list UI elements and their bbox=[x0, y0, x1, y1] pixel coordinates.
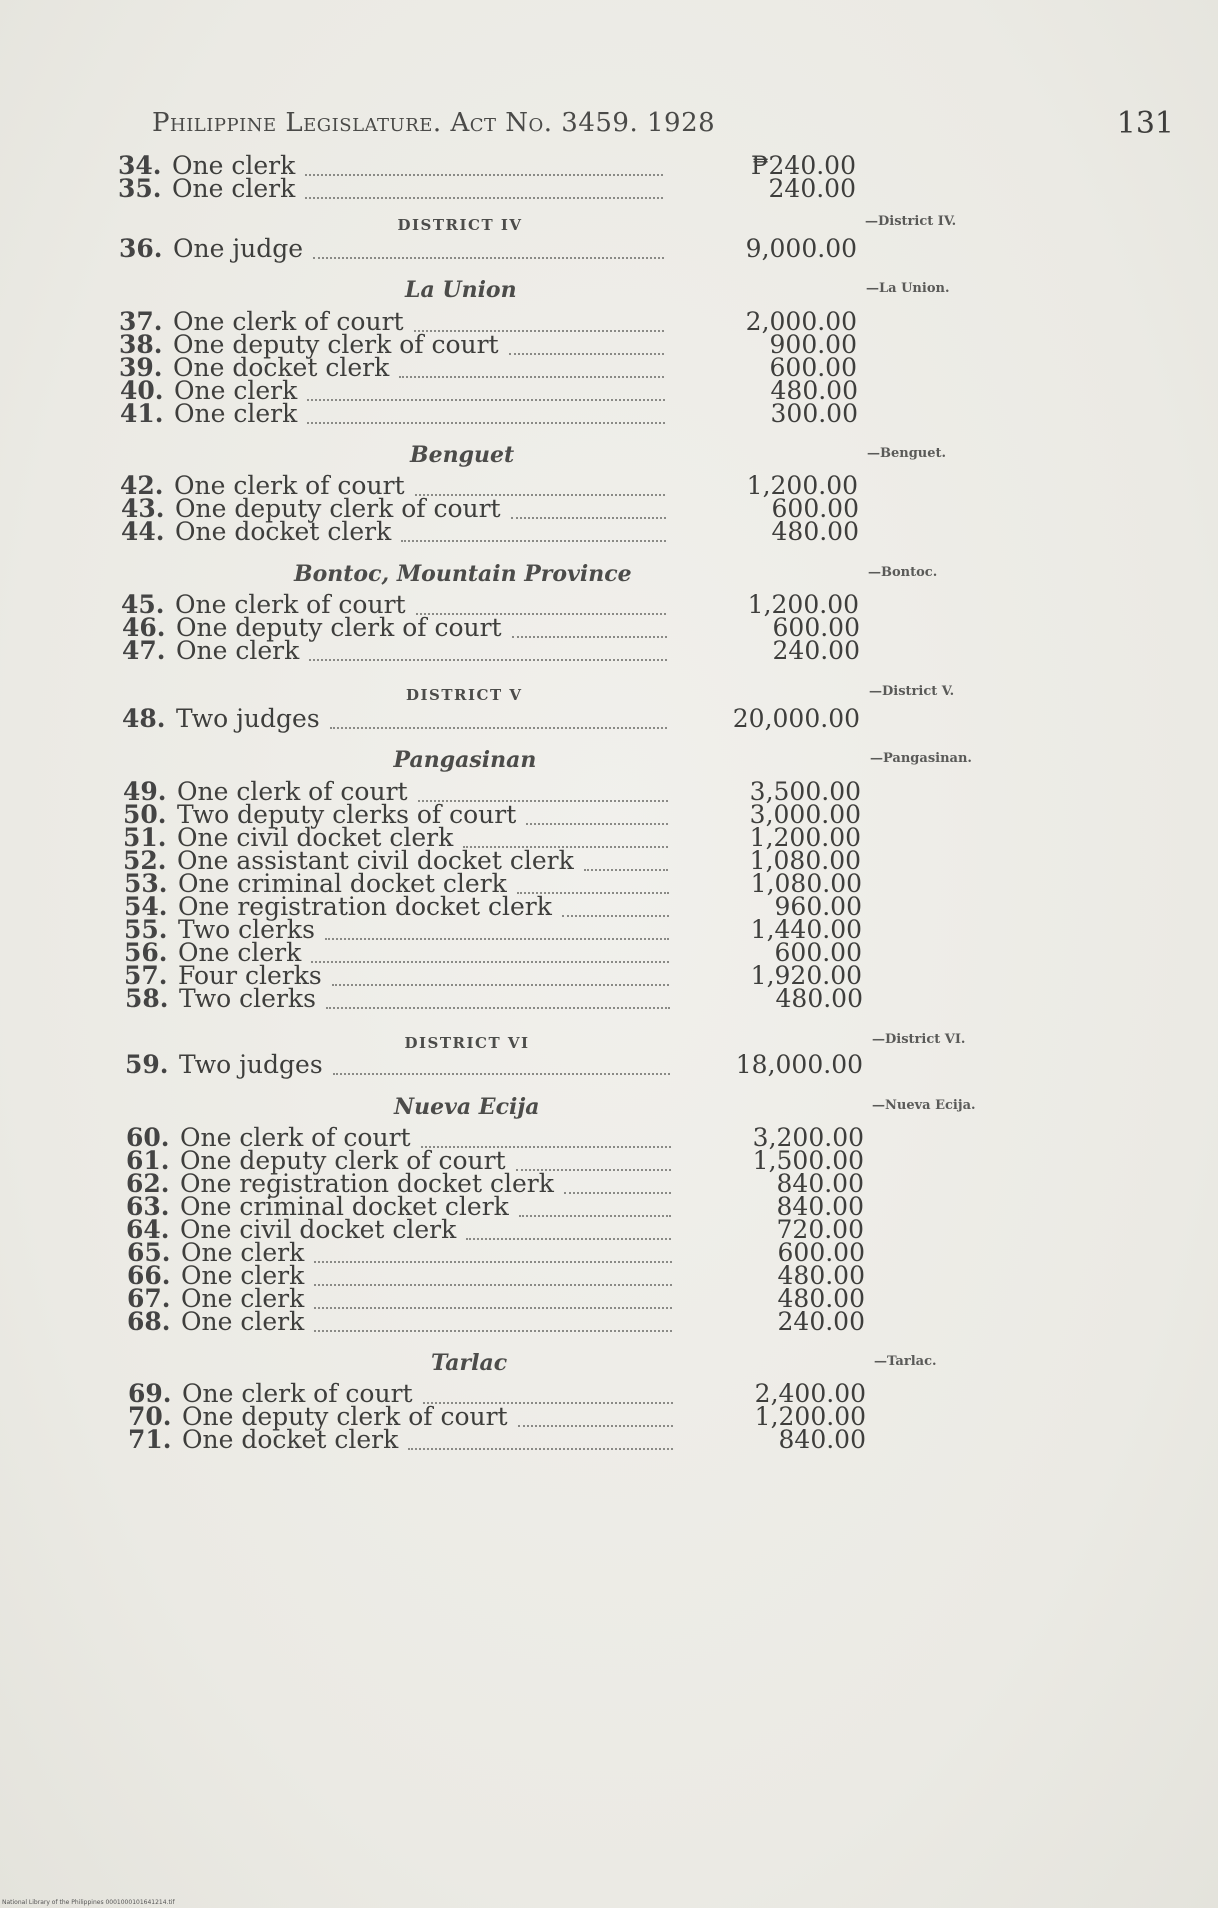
item-description: Two clerks bbox=[178, 915, 315, 944]
item-number: 39. bbox=[119, 353, 163, 382]
item-number: 64. bbox=[126, 1215, 170, 1244]
item-amount: 20,000.00 bbox=[732, 704, 860, 733]
item-description: One clerk bbox=[181, 1284, 305, 1313]
item-amount: 480.00 bbox=[777, 1261, 865, 1290]
item-amount: 1,440.00 bbox=[750, 915, 862, 944]
province-heading: Nueva Ecija bbox=[394, 1094, 540, 1120]
province-heading: Pangasinan bbox=[393, 747, 537, 773]
dot-leader bbox=[526, 821, 668, 825]
item-number: 50. bbox=[123, 800, 167, 829]
district-heading: DISTRICT VI bbox=[404, 1034, 530, 1052]
appropriation-item bbox=[125, 1051, 323, 1079]
margin-note: —La Union. bbox=[866, 281, 950, 296]
item-number: 66. bbox=[127, 1261, 171, 1290]
dot-leader bbox=[330, 725, 667, 729]
item-amount: 1,080.00 bbox=[749, 846, 861, 875]
dot-leader bbox=[307, 420, 665, 424]
dot-leader bbox=[401, 538, 666, 542]
item-number: 59. bbox=[125, 1050, 169, 1079]
item-number: 61. bbox=[126, 1146, 170, 1175]
province-heading: La Union bbox=[405, 277, 517, 303]
item-description: One clerk of court bbox=[174, 471, 405, 500]
item-description: One deputy clerk of court bbox=[175, 494, 501, 523]
item-description: Two clerks bbox=[179, 984, 316, 1013]
dot-leader bbox=[311, 959, 669, 963]
item-description: One criminal docket clerk bbox=[178, 869, 507, 898]
page-number: 131 bbox=[1116, 106, 1174, 141]
province-heading: Tarlac bbox=[431, 1350, 508, 1376]
item-description: One deputy clerk of court bbox=[176, 613, 502, 642]
dot-leader bbox=[562, 913, 669, 917]
dot-leader bbox=[519, 1213, 671, 1217]
appropriation-item bbox=[127, 1308, 304, 1336]
margin-note: —District V. bbox=[869, 684, 955, 699]
dot-leader bbox=[408, 1446, 673, 1450]
item-description: One registration docket clerk bbox=[178, 892, 552, 921]
item-description: One clerk bbox=[172, 151, 296, 180]
item-amount: 480.00 bbox=[775, 984, 863, 1013]
appropriation-item bbox=[120, 400, 297, 428]
item-amount: 2,000.00 bbox=[745, 307, 857, 336]
dot-leader bbox=[313, 255, 664, 259]
item-number: 69. bbox=[128, 1379, 172, 1408]
item-description: One deputy clerk of court bbox=[173, 330, 499, 359]
province-heading: Benguet bbox=[410, 442, 515, 468]
item-number: 46. bbox=[122, 613, 166, 642]
item-number: 49. bbox=[123, 777, 167, 806]
dot-leader bbox=[314, 1328, 672, 1332]
dot-leader bbox=[305, 172, 663, 176]
item-amount: 240.00 bbox=[772, 636, 860, 665]
item-description: Four clerks bbox=[178, 961, 322, 990]
item-description: One clerk bbox=[174, 399, 298, 428]
item-amount: 900.00 bbox=[769, 330, 857, 359]
dot-leader bbox=[305, 195, 663, 199]
item-description: One criminal docket clerk bbox=[180, 1192, 509, 1221]
item-amount: 480.00 bbox=[771, 517, 859, 546]
item-amount: 480.00 bbox=[770, 376, 858, 405]
item-description: One docket clerk bbox=[173, 353, 390, 382]
margin-note: —Tarlac. bbox=[874, 1354, 937, 1369]
margin-note: —Bontoc. bbox=[868, 565, 938, 580]
dot-leader bbox=[399, 374, 664, 378]
margin-note: —District VI. bbox=[872, 1032, 966, 1047]
item-number: 54. bbox=[124, 892, 168, 921]
dot-leader bbox=[314, 1282, 672, 1286]
item-number: 43. bbox=[121, 494, 165, 523]
item-description: One clerk bbox=[178, 938, 302, 967]
item-number: 63. bbox=[126, 1192, 170, 1221]
item-description: One docket clerk bbox=[175, 517, 392, 546]
item-amount: 1,920.00 bbox=[750, 961, 862, 990]
appropriation-item bbox=[119, 235, 303, 263]
item-amount: 240.00 bbox=[777, 1307, 865, 1336]
item-amount: 1,200.00 bbox=[754, 1402, 866, 1431]
item-amount: 840.00 bbox=[778, 1425, 866, 1454]
item-amount: 3,500.00 bbox=[749, 777, 861, 806]
item-number: 38. bbox=[119, 330, 163, 359]
item-description: One civil docket clerk bbox=[180, 1215, 457, 1244]
item-description: One deputy clerk of court bbox=[180, 1146, 506, 1175]
item-number: 60. bbox=[126, 1123, 170, 1152]
item-amount: 1,080.00 bbox=[750, 869, 862, 898]
dot-leader bbox=[511, 515, 666, 519]
item-amount: ₱240.00 bbox=[750, 151, 856, 180]
item-amount: 600.00 bbox=[777, 1238, 865, 1267]
dot-leader bbox=[332, 982, 669, 986]
item-amount: 840.00 bbox=[776, 1192, 864, 1221]
item-amount: 240.00 bbox=[768, 174, 856, 203]
item-number: 67. bbox=[127, 1284, 171, 1313]
margin-note: —District IV. bbox=[865, 214, 957, 229]
item-number: 36. bbox=[119, 234, 163, 263]
appropriation-item bbox=[118, 175, 295, 203]
item-number: 40. bbox=[120, 376, 164, 405]
dot-leader bbox=[512, 634, 667, 638]
item-number: 53. bbox=[124, 869, 168, 898]
item-description: One clerk bbox=[181, 1261, 305, 1290]
item-number: 62. bbox=[126, 1169, 170, 1198]
district-heading: DISTRICT V bbox=[406, 686, 523, 704]
item-number: 70. bbox=[128, 1402, 172, 1431]
appropriation-item bbox=[122, 637, 299, 665]
item-description: One assistant civil docket clerk bbox=[177, 846, 574, 875]
item-number: 52. bbox=[123, 846, 167, 875]
item-amount: 3,200.00 bbox=[752, 1123, 864, 1152]
item-amount: 1,200.00 bbox=[749, 823, 861, 852]
dot-leader bbox=[307, 397, 665, 401]
item-number: 71. bbox=[128, 1425, 172, 1454]
item-amount: 600.00 bbox=[769, 353, 857, 382]
item-description: One clerk of court bbox=[182, 1379, 413, 1408]
item-amount: 3,000.00 bbox=[749, 800, 861, 829]
item-amount: 600.00 bbox=[771, 494, 859, 523]
dot-leader bbox=[509, 351, 664, 355]
dot-leader bbox=[326, 1005, 670, 1009]
item-number: 44. bbox=[121, 517, 165, 546]
item-description: One judge bbox=[173, 234, 303, 263]
item-number: 55. bbox=[124, 915, 168, 944]
item-number: 45. bbox=[121, 590, 165, 619]
item-number: 51. bbox=[123, 823, 167, 852]
item-amount: 1,200.00 bbox=[746, 471, 858, 500]
item-amount: 1,200.00 bbox=[747, 590, 859, 619]
item-description: One clerk of court bbox=[173, 307, 404, 336]
item-amount: 600.00 bbox=[772, 613, 860, 642]
item-description: One clerk bbox=[172, 174, 296, 203]
district-heading: DISTRICT IV bbox=[397, 216, 523, 234]
item-description: One clerk of court bbox=[175, 590, 406, 619]
item-amount: 9,000.00 bbox=[745, 234, 857, 263]
item-description: One docket clerk bbox=[182, 1425, 399, 1454]
item-description: One clerk bbox=[176, 636, 300, 665]
province-heading: Bontoc, Mountain Province bbox=[294, 561, 632, 587]
item-number: 37. bbox=[119, 307, 163, 336]
dot-leader bbox=[314, 1305, 672, 1309]
item-number: 57. bbox=[124, 961, 168, 990]
dot-leader bbox=[314, 1259, 672, 1263]
item-number: 41. bbox=[120, 399, 164, 428]
item-number: 48. bbox=[122, 704, 166, 733]
item-amount: 480.00 bbox=[777, 1284, 865, 1313]
item-amount: 18,000.00 bbox=[735, 1050, 863, 1079]
item-description: One clerk of court bbox=[180, 1123, 411, 1152]
item-number: 35. bbox=[118, 174, 162, 203]
item-number: 34. bbox=[118, 151, 162, 180]
appropriation-item bbox=[122, 705, 320, 733]
item-description: One clerk bbox=[181, 1238, 305, 1267]
item-amount: 720.00 bbox=[776, 1215, 864, 1244]
dot-leader bbox=[584, 867, 668, 871]
item-amount: 1,500.00 bbox=[752, 1146, 864, 1175]
dot-leader bbox=[564, 1190, 671, 1194]
item-description: One civil docket clerk bbox=[177, 823, 454, 852]
item-description: One clerk bbox=[181, 1307, 305, 1336]
item-number: 58. bbox=[125, 984, 169, 1013]
item-amount: 840.00 bbox=[776, 1169, 864, 1198]
item-number: 65. bbox=[127, 1238, 171, 1267]
dot-leader bbox=[518, 1423, 673, 1427]
appropriation-item bbox=[121, 518, 391, 546]
item-description: Two judges bbox=[179, 1050, 323, 1079]
margin-note: —Benguet. bbox=[867, 446, 947, 461]
dot-leader bbox=[466, 1236, 671, 1240]
item-number: 47. bbox=[122, 636, 166, 665]
scan-footer: National Library of the Philippines 0001000101641214.tif bbox=[2, 1899, 175, 1906]
appropriation-item bbox=[125, 985, 316, 1013]
dot-leader bbox=[325, 936, 669, 940]
item-number: 42. bbox=[120, 471, 164, 500]
item-description: One deputy clerk of court bbox=[182, 1402, 508, 1431]
item-description: Two deputy clerks of court bbox=[177, 800, 517, 829]
dot-leader bbox=[333, 1071, 670, 1075]
item-description: One clerk of court bbox=[177, 777, 408, 806]
item-amount: 2,400.00 bbox=[754, 1379, 866, 1408]
item-amount: 600.00 bbox=[774, 938, 862, 967]
item-description: Two judges bbox=[176, 704, 320, 733]
item-description: One registration docket clerk bbox=[180, 1169, 554, 1198]
item-description: One clerk bbox=[174, 376, 298, 405]
item-number: 68. bbox=[127, 1307, 171, 1336]
appropriation-item bbox=[128, 1426, 398, 1454]
running-head: Philippine Legislature. Act No. 3459. 1928 bbox=[152, 108, 716, 138]
dot-leader bbox=[309, 657, 667, 661]
item-amount: 300.00 bbox=[770, 399, 858, 428]
margin-note: —Pangasinan. bbox=[870, 751, 972, 766]
item-number: 56. bbox=[124, 938, 168, 967]
margin-note: —Nueva Ecija. bbox=[872, 1098, 976, 1113]
item-amount: 960.00 bbox=[774, 892, 862, 921]
